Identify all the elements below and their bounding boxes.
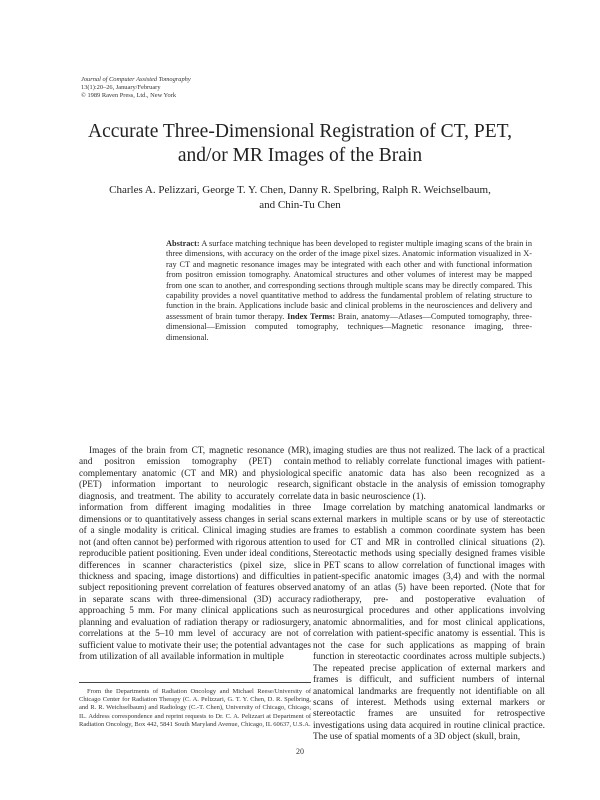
body-paragraph: imaging studies are thus not realized. The lack of a practical method to reliably correlate functional images with patient-specific anatomic data has also been recognized as a significant obstacle in the analysis of emission tomography data in basic neuroscience (1). xyxy=(313,446,545,502)
journal-copyright: © 1989 Raven Press, Ltd., New York xyxy=(81,92,177,99)
author-list xyxy=(60,183,540,213)
paper-title xyxy=(60,120,540,168)
page-number: 20 xyxy=(296,747,304,756)
footnote-text: From the Departments of Radiation Oncology and Michael Reese/University of Chicago Center for Radiation Therapy (C. A. Pelizzari, G. T. Y. Chen, D. R. Spelbring, and R. R. Weichselbaum) and Radiology (C.-T. Chen), University of Chicago, Chicago, IL. Address correspondence and reprint requests to Dr. C. A. Pelizzari at Department of Radiation Oncology, Box 442, 5841 South Maryland Avenue, Chicago, IL 60637, U.S.A. xyxy=(79,688,311,728)
author-list-line-2: and Chin-Tu Chen xyxy=(259,199,341,211)
paper-title-line-2: and/or MR Images of the Brain xyxy=(177,145,423,166)
author-list-line-1: Charles A. Pelizzari, George T. Y. Chen, Danny R. Spelbring, Ralph R. Weichselbaum, xyxy=(109,184,491,196)
affiliation-footnote xyxy=(79,688,311,729)
footnote-divider xyxy=(79,682,311,683)
body-column-left xyxy=(79,446,311,664)
index-terms-text: Brain, anatomy—Atlases—Computed tomography, three-dimensional—Emission computed tomography, techniques—Magnetic resonance imaging, three-dimensional. xyxy=(166,311,532,342)
journal-issue: 13(1):20–26, January/February xyxy=(81,84,161,91)
journal-header xyxy=(81,76,341,100)
paper-title-line-1: Accurate Three-Dimensional Registration of CT, PET, xyxy=(87,121,512,142)
body-paragraph: Images of the brain from CT, magnetic resonance (MR), and positron emission tomography (PET) contain complementary anatomic (CT and MR) and physiological (PET) information important to neurologic research, diagnosis, and treatment. The ability to accurately correlate information from different imaging modalities in three dimensions or to quantitatively assess changes in serial scans of a single modality is critical. Clinical imaging studies are not (and often cannot be) performed with rigorous attention to reproducible patient positioning. Even under ideal conditions, differences in scanner characteristics (pixel size, slice thickness and spacing, image distortions) and difficulties in subject repositioning prevent correlation of features observed in separate scans with three-dimensional (3D) accuracy approaching 5 mm. For many clinical applications such as planning and evaluation of radiation therapy or radiosurgery, correlations at the 5–10 mm level of accuracy are not of sufficient value to motivate their use; the potential advantages from utilization of all available information in multiple xyxy=(79,446,311,663)
body-column-right xyxy=(313,446,545,744)
body-paragraph: Image correlation by matching anatomical landmarks or external markers in multiple scans or by use of stereotactic frames to establish a common coordinate system has been used for CT and MR in controlled clinical situations (2). Stereotactic methods using specially designed frames visible in PET scans to allow correlation of functional images with patient-specific anatomic images (3,4) and with the normal anatomy of an atlas (5) have been reported. (Note that for radiotherapy, pre- and postoperative evaluation of neurosurgical procedures and other applications involving anatomic abnormalities, and for most clinical applications, correlation with patient-specific anatomy is essential. This is not the case for such applications as mapping of brain function in stereotactic coordinates across multiple subjects.) The repeated precise application of external markers and frames is difficult, and sufficient numbers of internal anatomical landmarks are frequently not identifiable on all scans of interest. Methods using external markers or stereotactic frames are unsuited for retrospective investigations using data acquired in routine clinical practice. The use of spatial moments of a 3D object (skull, brain, xyxy=(313,503,545,743)
abstract-text: A surface matching technique has been developed to register multiple imaging scans of the brain in three dimensions, with accuracy on the order of the image pixel sizes. Anatomic information visualized in X-ray CT and magnetic resonance images may be integrated with each other and with functional information from positron emission tomography. Anatomical structures and other volumes of interest may be mapped from one scan to another, and corresponding sections through multiple scans may be directly compared. This capability provides a novel quantitative method to address the fundamental problem of relating structure to function in the brain. Applications include basic and clinical problems in the neurosciences and delivery and assessment of brain tumor therapy. xyxy=(166,239,532,321)
journal-name: Journal of Computer Assisted Tomography xyxy=(81,76,191,83)
index-terms-label: Index Terms: xyxy=(287,311,336,321)
abstract xyxy=(166,239,532,343)
abstract-label: Abstract: xyxy=(166,239,200,248)
